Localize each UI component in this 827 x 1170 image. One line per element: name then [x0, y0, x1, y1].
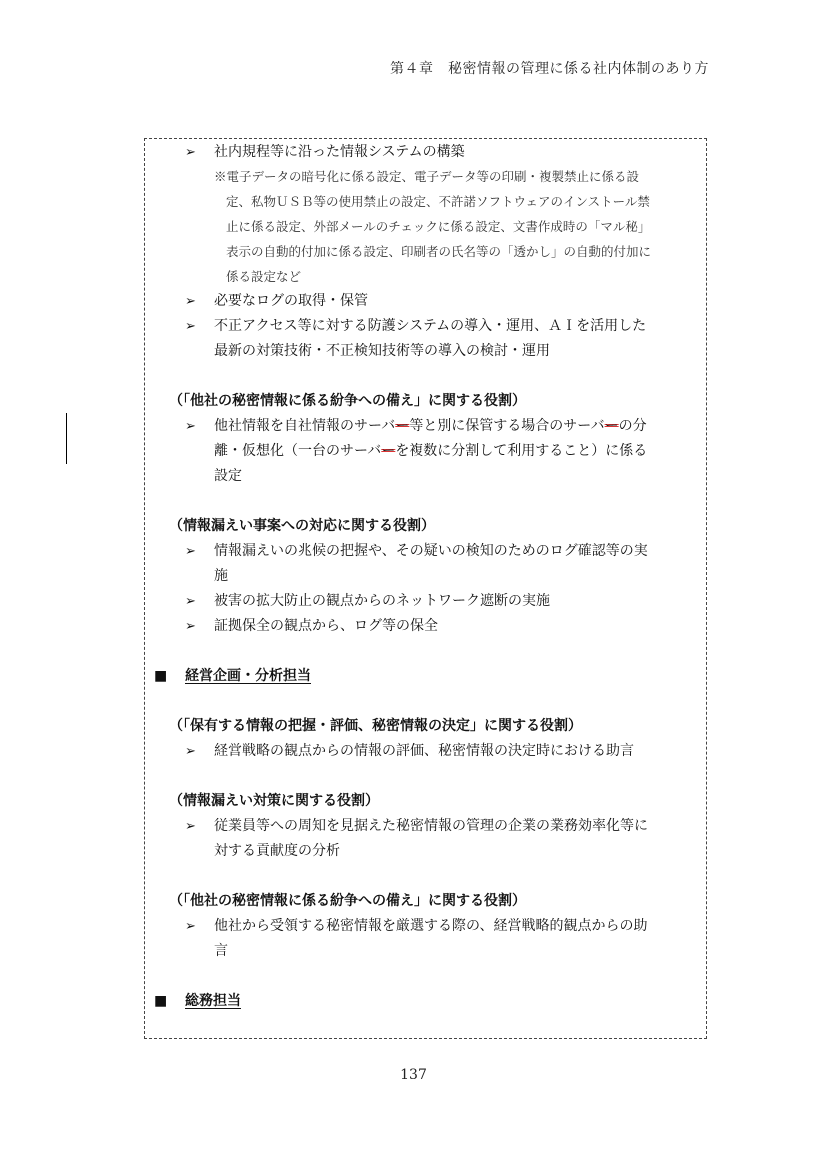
bullet-icon: ➢	[185, 594, 196, 609]
bullet-icon: ➢	[185, 294, 196, 309]
bullet-icon: ➢	[185, 145, 196, 160]
list-item: 必要なログの取得・保管	[214, 293, 368, 309]
note-line: ※電子データの暗号化に係る設定、電子データ等の印刷・複製禁止に係る設	[214, 169, 640, 184]
list-item: 経営戦略の観点からの情報の評価、秘密情報の決定時における助言	[214, 743, 634, 759]
role-heading: （「他社の秘密情報に係る紛争への備え」に関する役割）	[169, 393, 526, 409]
list-item: 社内規程等に沿った情報システムの構築	[214, 144, 465, 160]
bullet-icon: ➢	[185, 819, 196, 834]
change-bar	[66, 413, 67, 464]
bullet-icon: ➢	[185, 919, 196, 934]
note-line: 表示の自動的付加に係る設定、印刷者の氏名等の「透かし」の自動的付加に	[226, 244, 652, 259]
bullet-icon: ➢	[185, 319, 196, 334]
list-item: 被害の拡大防止の観点からのネットワーク遮断の実施	[214, 593, 550, 609]
text-segment: を複数に分割して利用すること）に係る	[395, 443, 648, 459]
list-item-continued: 施	[214, 568, 228, 584]
text-segment: 等と別に保管する場合のサーバ	[409, 418, 605, 434]
bullet-icon: ➢	[185, 419, 196, 434]
running-header: 第４章 秘密情報の管理に係る社内体制のあり方	[390, 61, 709, 77]
page-number: 137	[400, 1067, 427, 1083]
role-heading: （「他社の秘密情報に係る紛争への備え」に関する役割）	[169, 893, 526, 909]
tracked-change-mark: ー	[604, 418, 619, 434]
list-item-continued: 対する貢献度の分析	[214, 843, 340, 859]
note-line: 係る設定など	[226, 269, 302, 284]
note-line: 定、私物ＵＳＢ等の使用禁止の設定、不許諾ソフトウェアのインストール禁	[226, 194, 650, 209]
bullet-icon: ➢	[185, 544, 196, 559]
tracked-change-mark: ー	[381, 443, 396, 459]
list-item-continued: 最新の対策技術・不正検知技術等の導入の検討・運用	[214, 343, 550, 359]
role-heading: （情報漏えい対策に関する役割）	[169, 793, 379, 809]
list-item-continued: 設定	[214, 468, 242, 484]
square-icon: ■	[154, 668, 168, 684]
tracked-change-mark: ー	[395, 418, 410, 434]
role-heading: （情報漏えい事案への対応に関する役割）	[169, 518, 435, 534]
section-heading: 経営企画・分析担当	[185, 668, 311, 684]
list-item: 情報漏えいの兆候の把握や、その疑いの検知のためのログ確認等の実	[214, 543, 648, 559]
content-box	[144, 138, 707, 1039]
list-item: 従業員等への周知を見据えた秘密情報の管理の企業の業務効率化等に	[214, 818, 648, 834]
list-item	[214, 416, 647, 436]
text-segment: 他社情報を自社情報のサーバ	[214, 418, 396, 434]
list-item: 不正アクセス等に対する防護システムの導入・運用、ＡＩを活用した	[214, 318, 647, 334]
square-icon: ■	[154, 993, 168, 1009]
text-segment: 離・仮想化（一台のサーバ	[214, 443, 382, 459]
list-item: 他社から受領する秘密情報を厳選する際の、経営戦略的観点からの助	[214, 918, 648, 934]
list-item-continued: 言	[214, 943, 228, 959]
bullet-icon: ➢	[185, 744, 196, 759]
text-segment: の分	[618, 418, 647, 434]
bullet-icon: ➢	[185, 619, 196, 634]
role-heading: （「保有する情報の把握・評価、秘密情報の決定」に関する役割）	[169, 718, 582, 734]
section-heading: 総務担当	[185, 993, 241, 1009]
list-item-continued	[214, 441, 647, 461]
note-line: 止に係る設定、外部メールのチェックに係る設定、文書作成時の「マル秘」	[226, 219, 651, 234]
list-item: 証拠保全の観点から、ログ等の保全	[214, 618, 438, 634]
